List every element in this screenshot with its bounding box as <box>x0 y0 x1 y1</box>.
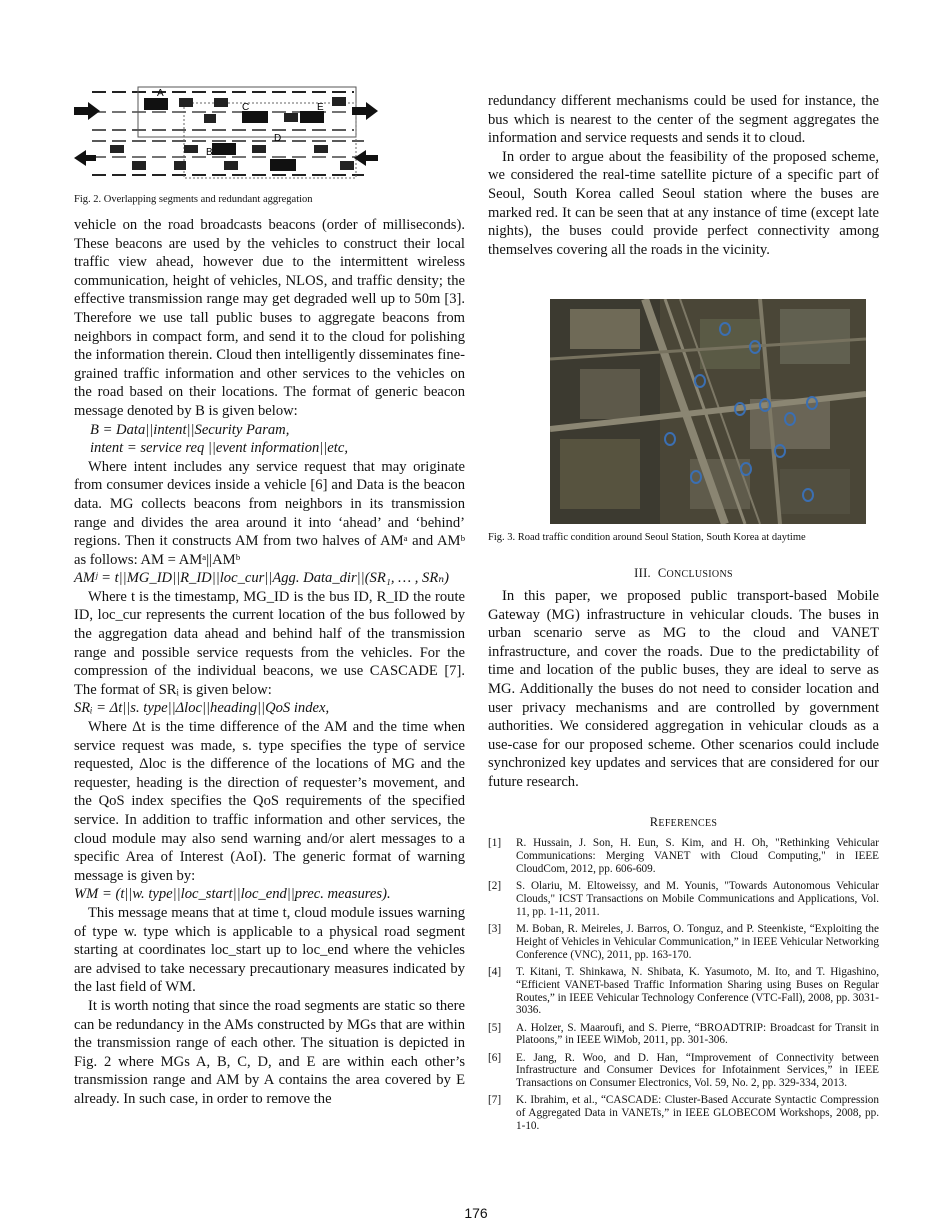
left-paragraph-1: vehicle on the road broadcasts beacons (order of milliseconds). These beacons are used by the vehicles to construct their local traffic view ahead, however due to the intermittent wireless communication, height of vehicles, NLOS, and traffic density; the effective transmission range may get degraded well up to 50m [3]. Therefore we use tall public buses to aggregate beacons from neighbors in compact form, and send it to the cloud for polishing the information therein. Cloud then intelligently disseminates fine-grained traffic information and other services to the vehicles on the road based on their locations. The format of generic beacon message denoted by B is given below: <box>74 217 465 419</box>
conclusions-heading: III. CONCLUSIONS <box>634 566 733 580</box>
right-paragraph-1: redundancy different mechanisms could be used for instance, the bus which is nearest to the center of the segment aggregates the information and service requests and sends it to cloud. <box>488 93 879 147</box>
reference-item: [3] M. Boban, R. Meireles, J. Barros, O. Tonguz, and P. Steenkiste, “Exploiting the Height of Vehicles in Vehicular Communication,” in IEEE Vehicular Networking Conference (VNC), 2011, pp. 163-170. <box>488 922 879 961</box>
left-paragraph-5: This message means that at time t, cloud module issues warning of type w. type which is applicable to a physical road segment starting at coordinates loc_start up to loc_end where the vehicles are advised to take necessary precautionary measures indicated by the last field of WM. <box>74 904 465 996</box>
reference-item: [7] K. Ibrahim, et al., “CASCADE: Cluster-Based Accurate Syntactic Compression of Aggregated Data in VANETs,” in IEEE GLOBECOM Workshops, 2008, pp. 1-10. <box>488 1094 879 1133</box>
conclusions-paragraph: In this paper, we proposed public transport-based Mobile Gateway (MG) infrastructure in vehicular clouds. The buses in urban scenario serve as MG to the cloud and VANET infrastructure, and cover the roads. Due to the predictability of time and location of the public buses, they are ideal to serve as MG. Additionally the buses do not need to consider location and user privacy mechanisms and are controlled by government authorities. We considered aggregation in vehicular clouds as a use-case for our proposed scheme. Other scenarios could include synchronized key updates and services that are considered for our future research. <box>488 588 879 790</box>
right-paragraph-2: In order to argue about the feasibility of the proposed scheme, we considered the real-time satellite picture of a specific part of Seoul, South Korea called Seoul station where the buses are marked red. It can be seen that at any instance of time (except late nights), the buses could provide perfect connectivity among themselves covering all the roads in the vicinity. <box>488 148 879 258</box>
reference-item: [5] A. Holzer, S. Maaroufi, and S. Pierre, “BROADTRIP: Broadcast for Transit in Platoons,” in IEEE WiMob, 2011, pp. 301-306. <box>488 1021 879 1047</box>
reference-item: [2] S. Olariu, M. Eltoweissy, and M. Younis, "Towards Autonomous Vehicular Clouds," ICST Transactions on Mobile Communications and Applications, Vol. 11, pp. 1-11, 2011. <box>488 879 879 918</box>
left-paragraph-6: It is worth noting that since the road segments are static so there can be redundancy in the AMs constructed by MGs that are within the transmission range of each other. The situation is depicted in Fig. 2 where MGs A, B, C, D, and E are within each other’s transmission range and AM by A contains the area covered by E already. In such case, in order to remove the <box>74 997 465 1107</box>
left-paragraph-3: Where t is the timestamp, MG_ID is the bus ID, R_ID the route ID, loc_cur represents the current location of the bus followed by the aggregation data ahead and behind half of the transmission range and possible service requests from the vehicles. For the compression of the individual beacons, we use CASCADE [7]. The format of SRᵢ is given below: <box>74 588 465 698</box>
references-list <box>488 837 879 1137</box>
figure-2-caption: Fig. 2. Overlapping segments and redundant aggregation <box>74 194 313 205</box>
label-c: C <box>242 102 250 113</box>
label-b: B <box>206 147 213 158</box>
left-paragraph-2: Where intent includes any service request that may originate from consumer devices inside a vehicle [6] and Data is the beacon data. MG collects beacons from neighbors in its transmission range and divides the area around it into ‘ahead’ and ‘behind’ regions. Then it constructs AM from two halves of AMᵃ and AMᵇ as follows: AM = AMᵃ||AMᵇ <box>74 458 465 568</box>
figure-3-caption: Fig. 3. Road traffic condition around Seoul Station, South Korea at daytime <box>488 532 806 543</box>
bus-b <box>212 143 236 155</box>
equation-wm: WM = (t||w. type||loc_start||loc_end||prec. measures). <box>74 886 391 903</box>
label-d: D <box>274 133 282 144</box>
figure-3-satellite-image <box>550 299 866 524</box>
equation-sr: SRᵢ = Δt||s. type||Δloc||heading||QoS index, <box>74 700 330 717</box>
reference-item: [4] T. Kitani, T. Shinkawa, N. Shibata, K. Yasumoto, M. Ito, and T. Higashino, “Efficient VANET-based Traffic Information Sharing using Buses on Regular Routes,” in IEEE Vehicular Technology Conference (VTC-Fall), 2008, pp. 3031-3036. <box>488 965 879 1017</box>
label-a: A <box>157 88 164 99</box>
bus-d <box>270 159 296 171</box>
left-paragraph-4: Where Δt is the time difference of the AM and the time when service request was made, s. type specifies the type of service requested, Δloc is the difference of the locations of MG and the requester, heading is the direction of requester’s movement, and the QoS index specifies the QoS requirements of the specified service. In addition to traffic information and other services, the cloud module may also send warning and/or alert messages to a specific Area of Interest (AoI). The generic format of warning message is given by: <box>74 719 465 884</box>
reference-item: [1] R. Hussain, J. Son, H. Eun, S. Kim, and H. Oh, "Rethinking Vehicular Communications: Merging VANET with Cloud Computing," in IEEE CloudCom, 2012, pp. 606-609. <box>488 837 879 875</box>
label-e: E <box>317 102 324 113</box>
equation-beacon: B = Data||intent||Security Param, <box>90 421 290 438</box>
equation-intent: intent = service req ||event information||etc, <box>90 440 348 457</box>
equation-am: AMʲ = t||MG_ID||R_ID||loc_cur||Agg. Data_dir||(SR₁, … , SRₙ) <box>74 570 450 587</box>
page-number: 176 <box>464 1205 488 1221</box>
bus-a <box>144 98 168 110</box>
references-heading: REFERENCES <box>649 815 718 829</box>
figure-2-diagram <box>74 83 465 183</box>
reference-item: [6] E. Jang, R. Woo, and D. Han, “Improvement of Connectivity between Infrastructure and Consumer Devices for Infotainment Services,” in IEEE Transactions on Consumer Electronics, Vol. 59, No. 2, pp. 329-334, 2013. <box>488 1051 879 1090</box>
left-body <box>74 216 465 1109</box>
